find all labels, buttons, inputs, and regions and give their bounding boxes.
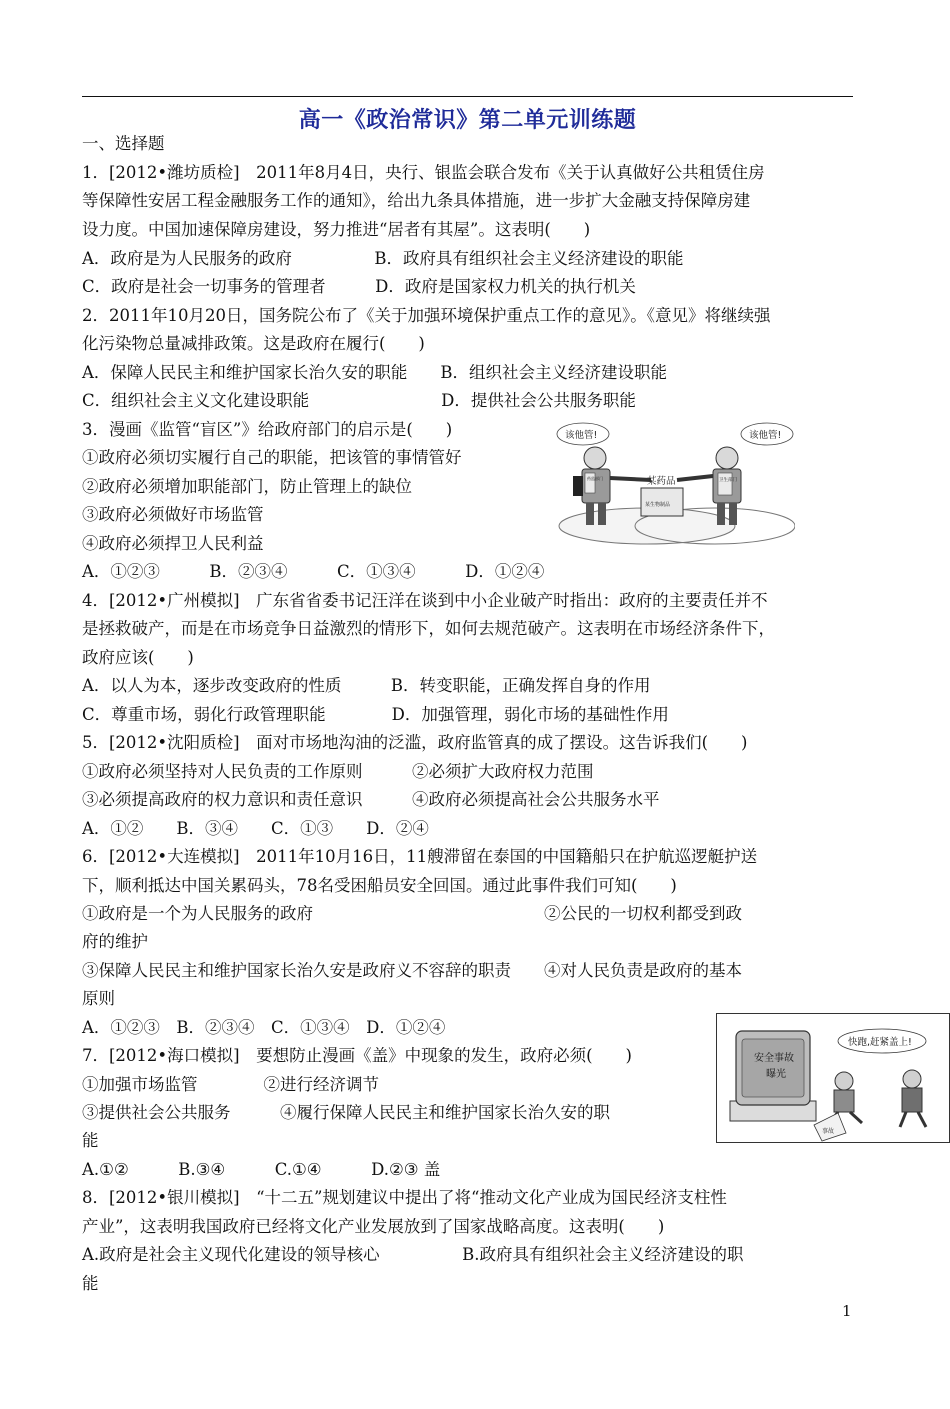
question-8-options-ab-cont: 能 [82, 1274, 99, 1293]
question-6-items-12: ①政府是一个为人民服务的政府 ②公民的一切权利都受到政 [82, 904, 742, 923]
question-3-item-3: ③政府必须做好市场监管 [82, 505, 264, 524]
question-4-options-cd: C．尊重市场，弱化行政管理职能 D．加强管理，弱化市场的基础性作用 [82, 705, 669, 724]
page-title: 高一《政治常识》第二单元训练题 [298, 108, 637, 133]
question-7-options: A.①② B.③④ C.①④ D.②③ 盖 [82, 1160, 441, 1179]
question-4-line-1: 4．[2012•广州模拟] 广东省省委书记汪洋在谈到中小企业破产时指出：政府的主要责任并不 [82, 591, 768, 610]
question-1-line-2: 等保障性安居工程金融服务工作的通知》，给出九条具体措施，进一步扩大金融支持保障房建 [82, 191, 751, 210]
cartoon-regulatory-blind-spot [555, 418, 795, 548]
box-sign-text: 某生物制品 [645, 502, 671, 508]
question-5-options: A．①② B．③④ C．①③ D．②④ [82, 819, 429, 838]
board-text-1: 安全事故 [754, 1053, 794, 1064]
question-3-options: A．①②③ B．②③④ C．①③④ D．①②④ [82, 562, 545, 581]
question-4-line-2: 是拯救破产，而是在市场竞争日益激烈的情形下，如何去规范破产。这表明在市场经济条件下， [82, 619, 775, 638]
question-8-options-ab: A.政府是社会主义现代化建设的领导核心 B.政府具有组织社会主义经济建设的职 [82, 1245, 744, 1264]
cartoon-cover-up [716, 1013, 950, 1143]
question-6-items-12-cont: 府的维护 [82, 932, 148, 951]
question-5-stem: 5．[2012•沈阳质检] 面对市场地沟油的泛滥，政府监管真的成了摆设。这告诉我们( ) [82, 733, 748, 752]
speech-left-text: 该他管! [565, 430, 598, 441]
question-1-options-cd: C．政府是社会一切事务的管理者 D．政府是国家权力机关的执行机关 [82, 277, 636, 296]
question-1-line-1: 1．[2012•潍坊质检] 2011年8月4日，央行、银监会联合发布《关于认真做好公共租赁住房 [82, 163, 765, 182]
question-7-items-12: ①加强市场监管 ②进行经济调节 [82, 1075, 379, 1094]
question-3-item-1: ①政府必须切实履行自己的职能，把该管的事情管好 [82, 448, 462, 467]
speech-text: 快跑,赶紧盖上! [848, 1037, 912, 1048]
question-8-line-1: 8．[2012•银川模拟] “十二五”规划建议中提出了将“推动文化产业成为国民经济支柱性 [82, 1188, 727, 1207]
question-5-items-34: ③必须提高政府的权力意识和责任意识 ④政府必须提高社会公共服务水平 [82, 790, 660, 809]
question-4-options-ab: A．以人为本，逐步改变政府的性质 B．转变职能，正确发挥自身的作用 [82, 676, 651, 695]
question-6-line-2: 下，顺利抵达中国关累码头，78名受困船员安全回国。通过此事件我们可知( ) [82, 876, 677, 895]
question-6-line-1: 6．[2012•大连模拟] 2011年10月16日，11艘滞留在泰国的中国籍船只在护航巡逻艇护送 [82, 847, 758, 866]
question-6-items-34-cont: 原则 [82, 989, 115, 1008]
board-text-2: 曝光 [766, 1069, 786, 1080]
question-7-items-34: ③提供社会公共服务 ④履行保障人民民主和维护国家长治久安的职 [82, 1103, 610, 1122]
medicine-box [641, 475, 683, 516]
question-3-item-2: ②政府必须增加职能部门，防止管理上的缺位 [82, 477, 412, 496]
question-6-options: A．①②③ B．②③④ C．①③④ D．①②④ [82, 1018, 446, 1037]
question-5-items-12: ①政府必须坚持对人民负责的工作原则 ②必须扩大政府权力范围 [82, 762, 594, 781]
question-6-items-34: ③保障人民民主和维护国家长治久安是政府义不容辞的职责 ④对人民负责是政府的基本 [82, 961, 742, 980]
question-1-options-ab: A．政府是为人民服务的政府 B．政府具有组织社会主义经济建设的职能 [82, 249, 684, 268]
question-2-line-2: 化污染物总量减排政策。这是政府在履行( ) [82, 334, 425, 353]
speech-right-text: 该他管! [749, 430, 782, 441]
question-7-items-34-cont: 能 [82, 1131, 99, 1150]
section-heading: 一、选择题 [82, 134, 165, 153]
question-4-line-3: 政府应该( ) [82, 648, 194, 667]
question-2-line-1: 2．2011年10月20日，国务院公布了《关于加强环境保护重点工作的意见》。《意见》将继续强 [82, 306, 771, 325]
box-label-text: 某药品 [647, 476, 676, 487]
paper-text: 事故 [822, 1128, 835, 1135]
sign-left-text: 药监部门 [587, 476, 603, 481]
question-3-item-4: ④政府必须捍卫人民利益 [82, 534, 264, 553]
header-rule [82, 96, 853, 97]
question-2-options-cd: C．组织社会主义文化建设职能 D．提供社会公共服务职能 [82, 391, 636, 410]
question-7-stem: 7．[2012•海口模拟] 要想防止漫画《盖》中现象的发生，政府必须( ) [82, 1046, 632, 1065]
page-number: 1 [842, 1302, 852, 1320]
question-2-options-ab: A．保障人民民主和维护国家长治久安的职能 B．组织社会主义经济建设职能 [82, 363, 668, 382]
question-1-line-3: 设力度。中国加速保障房建设，努力推进“居者有其屋”。这表明( ) [82, 220, 591, 239]
question-8-line-2: 产业”，这表明我国政府已经将文化产业发展放到了国家战略高度。这表明( ) [82, 1217, 665, 1236]
sign-right-text: 卫生部门 [719, 478, 737, 483]
question-3-stem: 3．漫画《监管“盲区”》给政府部门的启示是( ) [82, 420, 453, 439]
